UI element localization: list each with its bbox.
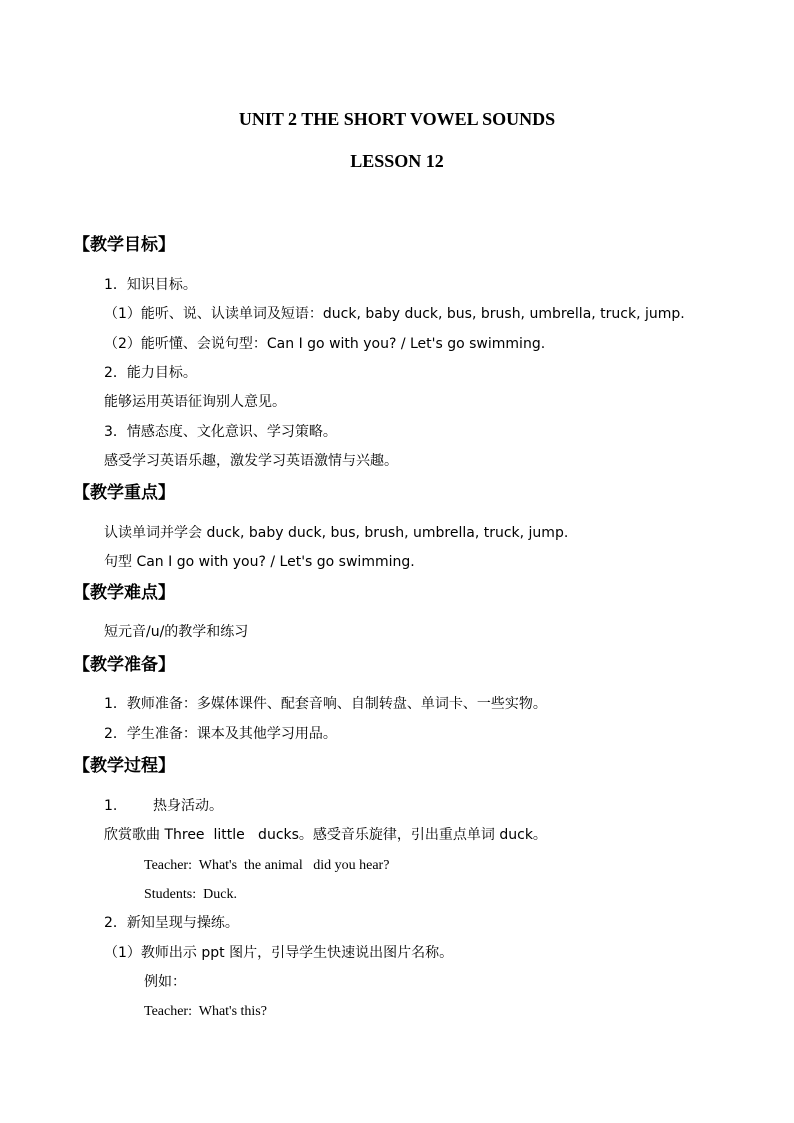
section-heading-goals: 【教学目标】 xyxy=(73,235,175,255)
section-heading-preparation: 【教学准备】 xyxy=(73,655,175,675)
process-line: Students: Duck. xyxy=(144,887,237,902)
section-heading-process: 【教学过程】 xyxy=(73,756,175,776)
goal-line: 3．情感态度、文化意识、学习策略。 xyxy=(104,424,337,440)
goal-line: 1．知识目标。 xyxy=(104,277,197,293)
goal-line: 2．能力目标。 xyxy=(104,365,197,381)
keypoint-line: 认读单词并学会 duck, baby duck, bus, brush, umbrella, truck, jump. xyxy=(104,525,569,541)
goal-line: （1）能听、说、认读单词及短语：duck, baby duck, bus, brush, umbrella, truck, jump. xyxy=(104,306,685,322)
process-line: （1）教师出示 ppt 图片，引导学生快速说出图片名称。 xyxy=(104,945,454,961)
process-line: Teacher: What's this? xyxy=(144,1004,267,1019)
process-line: 欣赏歌曲 Three little ducks。感受音乐旋律，引出重点单词 duck。 xyxy=(104,827,547,843)
goal-line: （2）能听懂、会说句型：Can I go with you? / Let's go swimming. xyxy=(104,336,546,352)
doc-title: UNIT 2 THE SHORT VOWEL SOUNDS xyxy=(238,109,556,129)
process-line: 1. 热身活动。 xyxy=(104,798,223,814)
process-line: 例如： xyxy=(144,974,186,990)
goal-line: 能够运用英语征询别人意见。 xyxy=(104,394,286,410)
section-heading-difficulties: 【教学难点】 xyxy=(73,583,175,603)
preparation-line: 1．教师准备：多媒体课件、配套音响、自制转盘、单词卡、一些实物。 xyxy=(104,696,547,712)
difficulty-line: 短元音/u/的教学和练习 xyxy=(104,624,249,640)
section-heading-keypoints: 【教学重点】 xyxy=(73,483,175,503)
process-line: 2．新知呈现与操练。 xyxy=(104,915,239,931)
goal-line: 感受学习英语乐趣，激发学习英语激情与兴趣。 xyxy=(104,453,398,469)
process-line: Teacher: What's the animal did you hear? xyxy=(144,858,390,873)
keypoint-line: 句型 Can I go with you? / Let's go swimming. xyxy=(104,554,415,570)
preparation-line: 2．学生准备：课本及其他学习用品。 xyxy=(104,726,337,742)
doc-subtitle: LESSON 12 xyxy=(350,151,444,171)
